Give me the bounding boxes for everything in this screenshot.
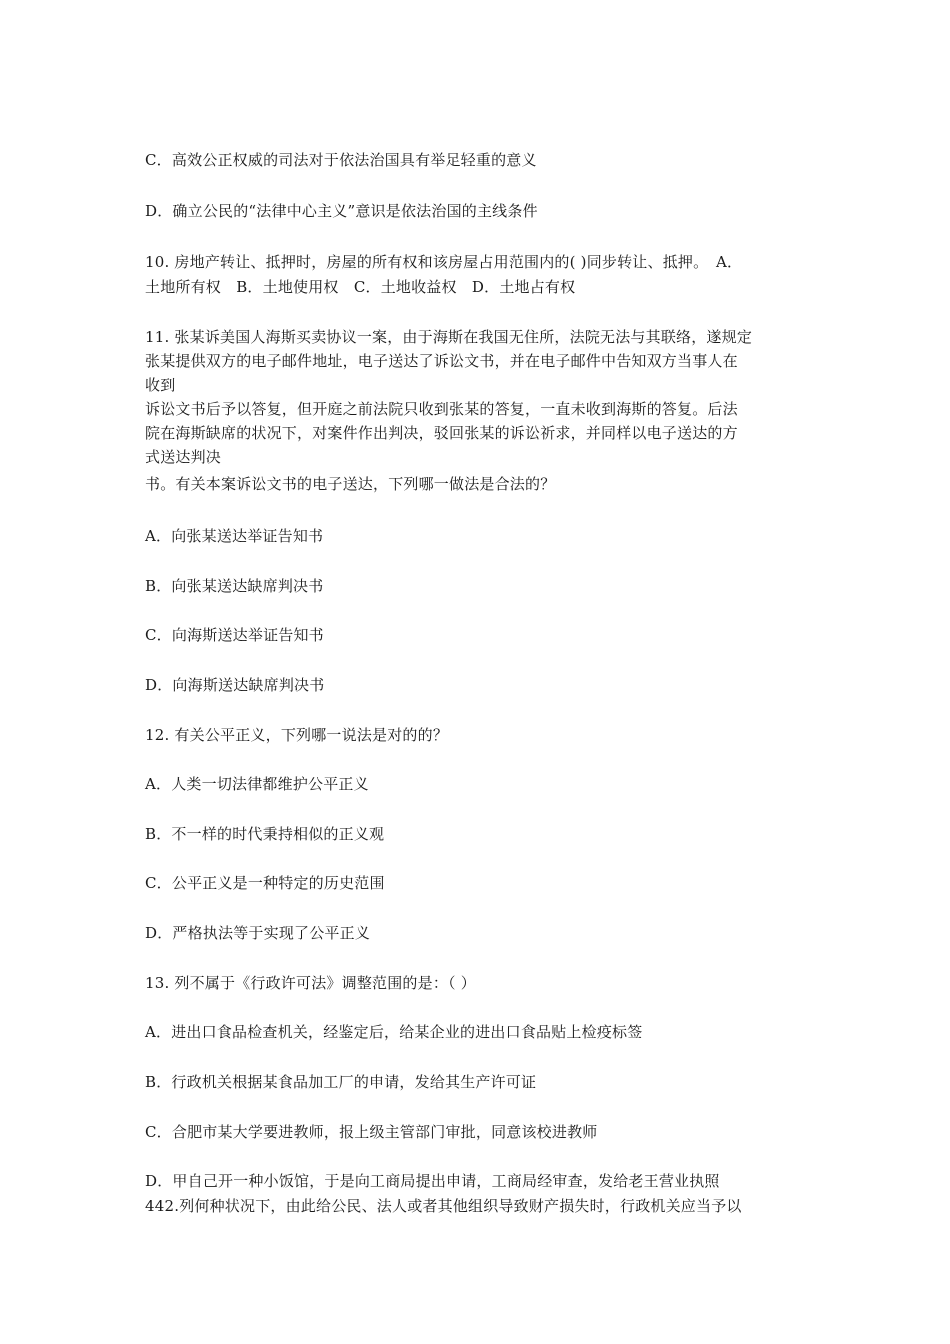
option-c-q13: C．合肥市某大学要进教师，报上级主管部门审批，同意该校进教师	[145, 1123, 598, 1141]
option-d-q11: D．向海斯送达缺席判决书	[145, 676, 325, 694]
option-c-q11: C．向海斯送达举证告知书	[145, 626, 324, 644]
question-13: 13. 列不属于《行政许可法》调整范围的是：（ ）	[145, 974, 476, 992]
question-11-line-5: 院在海斯缺席的状况下，对案件作出判决，驳回张某的诉讼祈求，并同样以电子送达的方	[145, 424, 738, 442]
question-11-line-2: 张某提供双方的电子邮件地址，电子送达了诉讼文书，并在电子邮件中告知双方当事人在	[145, 352, 738, 370]
question-10-line-2: 土地所有权 B．土地使用权 C．土地收益权 D．土地占有权	[145, 278, 576, 296]
option-a-q13: A．进出口食品检查机关，经鉴定后，给某企业的进出口食品贴上检疫标签	[145, 1023, 643, 1041]
question-10-line-1: 10. 房地产转让、抵押时，房屋的所有权和该房屋占用范围内的( )同步转让、抵押。 A．	[145, 253, 743, 271]
question-11-line-6: 式送达判决	[145, 448, 222, 466]
option-a-q12: A．人类一切法律都维护公平正义	[145, 775, 369, 793]
option-d-q9: D．确立公民的“法律中心主义”意识是依法治国的主线条件	[145, 202, 538, 220]
option-c-q12: C．公平正义是一种特定的历史范围	[145, 874, 385, 892]
option-c-q9: C．高效公正权威的司法对于依法治国具有举足轻重的意义	[145, 151, 537, 169]
question-442: 442.列何种状况下，由此给公民、法人或者其他组织导致财产损失时，行政机关应当予以	[145, 1197, 742, 1215]
option-d-q13: D．甲自己开一种小饭馆，于是向工商局提出申请，工商局经审查，发给老王营业执照	[145, 1172, 720, 1190]
question-12: 12. 有关公平正义，下列哪一说法是对的的？	[145, 726, 449, 744]
question-11-line-3: 收到	[145, 376, 176, 394]
question-11-line-1: 11. 张某诉美国人海斯买卖协议一案，由于海斯在我国无住所，法院无法与其联络，遂规定	[145, 328, 753, 346]
option-d-q12: D．严格执法等于实现了公平正义	[145, 924, 371, 942]
option-b-q11: B．向张某送达缺席判决书	[145, 577, 324, 595]
option-b-q13: B．行政机关根据某食品加工厂的申请，发给其生产许可证	[145, 1073, 537, 1091]
option-a-q11: A．向张某送达举证告知书	[145, 527, 324, 545]
question-11-line-7: 书。有关本案诉讼文书的电子送达，下列哪一做法是合法的？	[145, 475, 556, 493]
question-11-line-4: 诉讼文书后予以答复，但开庭之前法院只收到张某的答复，一直未收到海斯的答复。后法	[145, 400, 738, 418]
option-b-q12: B．不一样的时代秉持相似的正义观	[145, 825, 385, 843]
